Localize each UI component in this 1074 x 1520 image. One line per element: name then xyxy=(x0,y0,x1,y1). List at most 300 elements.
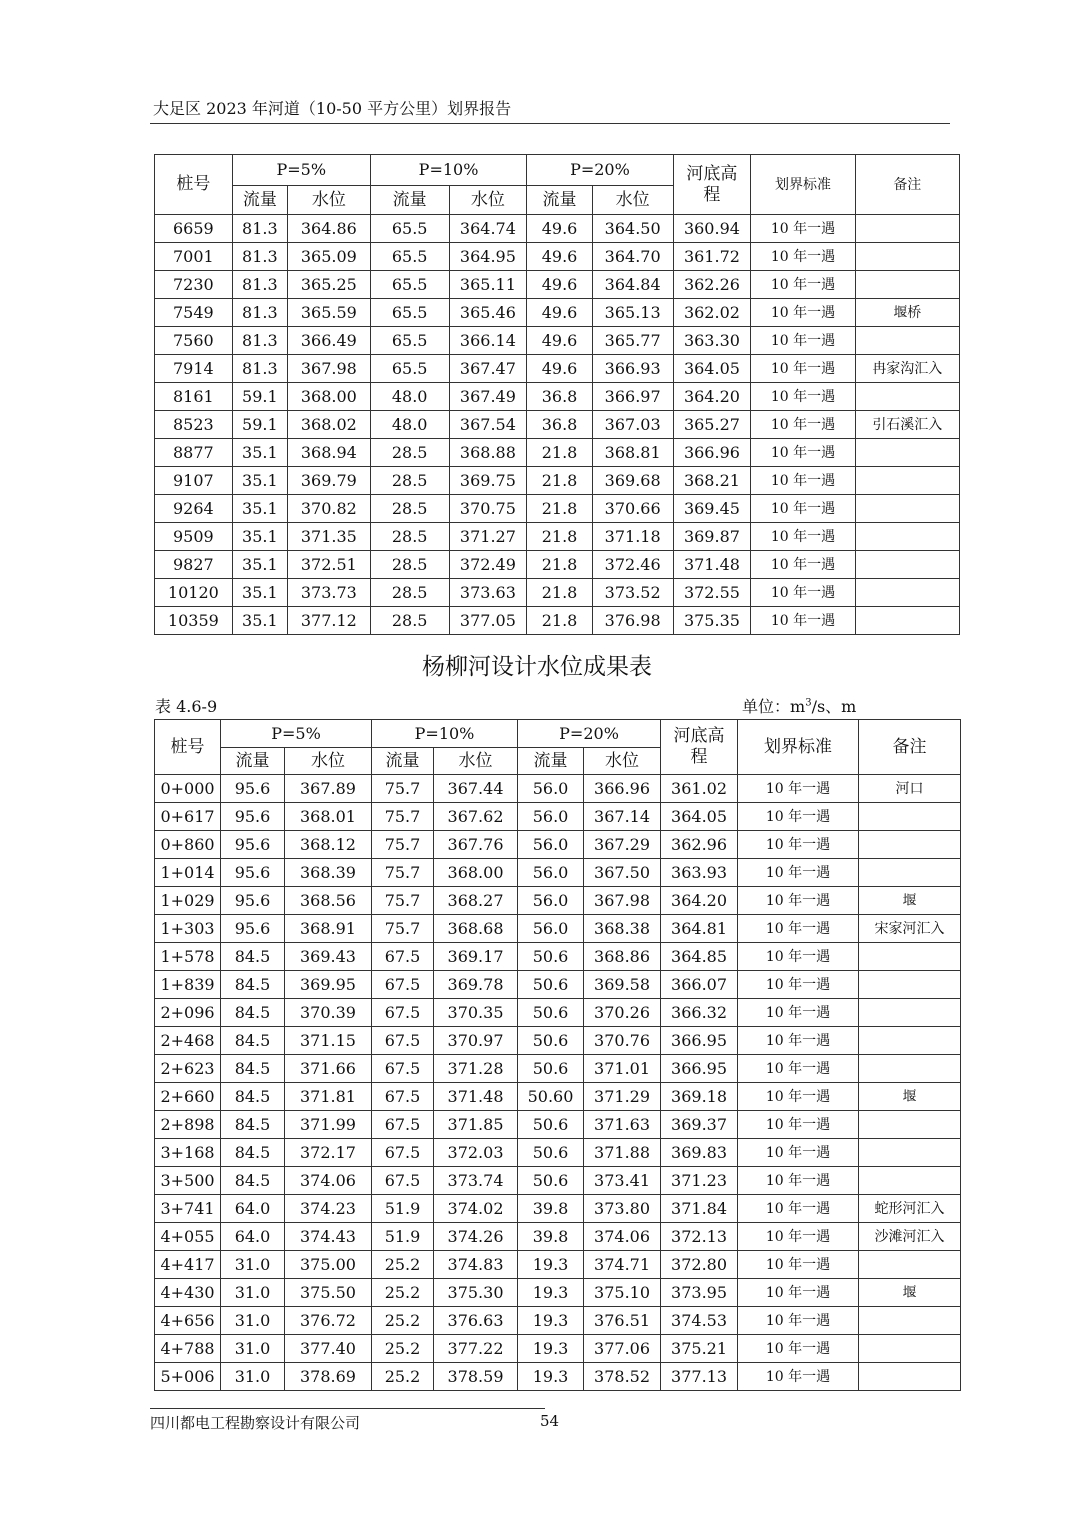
cell-remark xyxy=(859,1251,961,1279)
cell-p10-level: 376.63 xyxy=(434,1307,518,1335)
cell-station: 4+430 xyxy=(155,1279,221,1307)
cell-p10-level: 372.03 xyxy=(434,1139,518,1167)
cell-p10-level: 365.11 xyxy=(449,271,527,299)
cell-p5-flow: 59.1 xyxy=(232,411,287,439)
cell-p10-flow: 65.5 xyxy=(370,327,449,355)
cell-bed-elevation: 372.55 xyxy=(673,579,751,607)
cell-p5-level: 370.82 xyxy=(287,495,370,523)
cell-bed-elevation: 368.21 xyxy=(673,467,751,495)
cell-p5-flow: 35.1 xyxy=(232,551,287,579)
table-row xyxy=(155,327,960,355)
cell-p10-level: 371.48 xyxy=(434,1083,518,1111)
cell-p10-flow: 67.5 xyxy=(372,971,434,999)
cell-p10-flow: 75.7 xyxy=(372,831,434,859)
cell-p20-level: 374.06 xyxy=(584,1223,661,1251)
cell-p20-flow: 50.6 xyxy=(518,943,584,971)
cell-standard: 10 年一遇 xyxy=(751,299,855,327)
col-bed-line1: 河底高 xyxy=(673,726,725,746)
col-p10-level: 水位 xyxy=(434,748,518,775)
table-row xyxy=(155,411,960,439)
unit-label xyxy=(742,694,856,717)
cell-p10-level: 367.44 xyxy=(434,775,518,803)
cell-standard: 10 年一遇 xyxy=(738,775,859,803)
cell-p5-level: 368.01 xyxy=(285,803,372,831)
table-row xyxy=(155,943,961,971)
cell-p20-level: 365.13 xyxy=(592,299,673,327)
table-row xyxy=(155,243,960,271)
cell-standard: 10 年一遇 xyxy=(738,1251,859,1279)
cell-p10-level: 369.17 xyxy=(434,943,518,971)
table-row xyxy=(155,803,961,831)
cell-bed-elevation: 364.05 xyxy=(661,803,738,831)
cell-p5-flow: 95.6 xyxy=(221,915,285,943)
cell-p5-flow: 31.0 xyxy=(221,1251,285,1279)
cell-p10-level: 364.74 xyxy=(449,215,527,243)
cell-p20-level: 365.77 xyxy=(592,327,673,355)
cell-standard: 10 年一遇 xyxy=(738,803,859,831)
cell-bed-elevation: 364.20 xyxy=(661,887,738,915)
cell-p5-flow: 81.3 xyxy=(232,243,287,271)
cell-standard: 10 年一遇 xyxy=(738,887,859,915)
cell-p20-flow: 19.3 xyxy=(518,1335,584,1363)
cell-station: 1+303 xyxy=(155,915,221,943)
cell-bed-elevation: 366.96 xyxy=(673,439,751,467)
cell-p5-level: 374.23 xyxy=(285,1195,372,1223)
cell-p5-level: 370.39 xyxy=(285,999,372,1027)
table-row xyxy=(155,1195,961,1223)
cell-p10-flow: 25.2 xyxy=(372,1307,434,1335)
cell-p10-flow: 28.5 xyxy=(370,551,449,579)
table-row xyxy=(155,551,960,579)
cell-p10-level: 366.14 xyxy=(449,327,527,355)
table-row xyxy=(155,271,960,299)
cell-p5-flow: 84.5 xyxy=(221,1111,285,1139)
cell-p5-flow: 59.1 xyxy=(232,383,287,411)
cell-p20-level: 367.98 xyxy=(584,887,661,915)
cell-station: 2+468 xyxy=(155,1027,221,1055)
table-row xyxy=(155,999,961,1027)
cell-standard: 10 年一遇 xyxy=(738,999,859,1027)
cell-p20-flow: 39.8 xyxy=(518,1195,584,1223)
cell-p20-flow: 21.8 xyxy=(527,439,592,467)
cell-p10-level: 371.85 xyxy=(434,1111,518,1139)
cell-p5-level: 371.81 xyxy=(285,1083,372,1111)
cell-p10-flow: 28.5 xyxy=(370,467,449,495)
cell-p20-level: 367.03 xyxy=(592,411,673,439)
cell-p10-level: 370.75 xyxy=(449,495,527,523)
cell-p5-level: 375.50 xyxy=(285,1279,372,1307)
table-row xyxy=(155,1167,961,1195)
cell-station: 9107 xyxy=(155,467,233,495)
col-p5-level: 水位 xyxy=(287,186,370,215)
cell-bed-elevation: 366.95 xyxy=(661,1027,738,1055)
table-row xyxy=(155,1335,961,1363)
cell-p10-flow: 65.5 xyxy=(370,215,449,243)
cell-p5-level: 376.72 xyxy=(285,1307,372,1335)
cell-bed-elevation: 371.23 xyxy=(661,1167,738,1195)
cell-remark xyxy=(855,495,959,523)
cell-standard: 10 年一遇 xyxy=(738,1111,859,1139)
cell-p20-level: 368.38 xyxy=(584,915,661,943)
cell-standard: 10 年一遇 xyxy=(751,579,855,607)
cell-remark xyxy=(855,467,959,495)
table-caption: 杨柳河设计水位成果表 xyxy=(422,654,652,680)
cell-remark: 堰桥 xyxy=(855,299,959,327)
cell-remark xyxy=(859,859,961,887)
cell-p10-level: 368.68 xyxy=(434,915,518,943)
col-p20-level: 水位 xyxy=(584,748,661,775)
cell-bed-elevation: 366.32 xyxy=(661,999,738,1027)
cell-bed-elevation: 360.94 xyxy=(673,215,751,243)
cell-remark xyxy=(859,831,961,859)
col-p20-level: 水位 xyxy=(592,186,673,215)
cell-remark xyxy=(859,1363,961,1391)
cell-p20-flow: 56.0 xyxy=(518,859,584,887)
cell-p20-flow: 56.0 xyxy=(518,915,584,943)
cell-p10-flow: 65.5 xyxy=(370,355,449,383)
cell-p5-level: 374.06 xyxy=(285,1167,372,1195)
cell-station: 9827 xyxy=(155,551,233,579)
footer-company: 四川都电工程勘察设计有限公司 xyxy=(150,1414,361,1432)
cell-standard: 10 年一遇 xyxy=(738,1335,859,1363)
cell-p10-level: 368.27 xyxy=(434,887,518,915)
cell-p20-level: 370.66 xyxy=(592,495,673,523)
cell-standard: 10 年一遇 xyxy=(738,1223,859,1251)
cell-p10-flow: 25.2 xyxy=(372,1279,434,1307)
cell-p10-level: 374.26 xyxy=(434,1223,518,1251)
cell-p20-level: 373.80 xyxy=(584,1195,661,1223)
cell-p5-flow: 81.3 xyxy=(232,355,287,383)
col-station: 桩号 xyxy=(155,155,233,215)
cell-standard: 10 年一遇 xyxy=(738,1055,859,1083)
cell-p20-flow: 39.8 xyxy=(518,1223,584,1251)
cell-p5-flow: 35.1 xyxy=(232,607,287,635)
cell-p5-level: 366.49 xyxy=(287,327,370,355)
cell-station: 3+500 xyxy=(155,1167,221,1195)
table-row xyxy=(155,579,960,607)
cell-p20-level: 364.84 xyxy=(592,271,673,299)
cell-p20-level: 371.88 xyxy=(584,1139,661,1167)
col-p10-flow: 流量 xyxy=(372,748,434,775)
cell-station: 10359 xyxy=(155,607,233,635)
cell-p10-level: 374.02 xyxy=(434,1195,518,1223)
cell-p5-flow: 35.1 xyxy=(232,495,287,523)
cell-p5-flow: 95.6 xyxy=(221,859,285,887)
cell-p10-flow: 25.2 xyxy=(372,1335,434,1363)
cell-p5-level: 368.39 xyxy=(285,859,372,887)
cell-p5-flow: 35.1 xyxy=(232,579,287,607)
cell-p20-flow: 19.3 xyxy=(518,1279,584,1307)
cell-remark xyxy=(859,943,961,971)
cell-p10-flow: 28.5 xyxy=(370,523,449,551)
cell-p10-flow: 28.5 xyxy=(370,579,449,607)
cell-p5-flow: 31.0 xyxy=(221,1363,285,1391)
col-p20: P=20% xyxy=(527,155,673,186)
cell-station: 7230 xyxy=(155,271,233,299)
cell-bed-elevation: 373.95 xyxy=(661,1279,738,1307)
cell-remark: 冉家沟汇入 xyxy=(855,355,959,383)
cell-p10-flow: 48.0 xyxy=(370,411,449,439)
cell-p5-flow: 64.0 xyxy=(221,1195,285,1223)
col-p20: P=20% xyxy=(518,720,661,748)
cell-p10-flow: 67.5 xyxy=(372,999,434,1027)
table-row xyxy=(155,383,960,411)
cell-remark xyxy=(855,579,959,607)
cell-p10-flow: 25.2 xyxy=(372,1251,434,1279)
cell-p20-flow: 49.6 xyxy=(527,243,592,271)
cell-p10-level: 372.49 xyxy=(449,551,527,579)
table-row xyxy=(155,467,960,495)
cell-bed-elevation: 365.27 xyxy=(673,411,751,439)
cell-p20-flow: 49.6 xyxy=(527,327,592,355)
cell-station: 6659 xyxy=(155,215,233,243)
cell-p20-flow: 50.6 xyxy=(518,1111,584,1139)
cell-p20-flow: 49.6 xyxy=(527,299,592,327)
table-row xyxy=(155,1111,961,1139)
cell-station: 2+660 xyxy=(155,1083,221,1111)
cell-bed-elevation: 364.81 xyxy=(661,915,738,943)
cell-p10-level: 369.75 xyxy=(449,467,527,495)
cell-p20-level: 371.18 xyxy=(592,523,673,551)
cell-p5-level: 369.43 xyxy=(285,943,372,971)
cell-p10-flow: 67.5 xyxy=(372,1111,434,1139)
cell-remark xyxy=(855,607,959,635)
cell-station: 0+000 xyxy=(155,775,221,803)
cell-bed-elevation: 362.26 xyxy=(673,271,751,299)
cell-p5-flow: 84.5 xyxy=(221,999,285,1027)
cell-p20-level: 369.68 xyxy=(592,467,673,495)
table-row xyxy=(155,1223,961,1251)
cell-p10-flow: 67.5 xyxy=(372,1167,434,1195)
cell-bed-elevation: 372.80 xyxy=(661,1251,738,1279)
cell-standard: 10 年一遇 xyxy=(751,271,855,299)
cell-remark xyxy=(859,1027,961,1055)
cell-remark xyxy=(859,1055,961,1083)
cell-bed-elevation: 375.21 xyxy=(661,1335,738,1363)
cell-p10-flow: 25.2 xyxy=(372,1363,434,1391)
cell-p20-level: 366.96 xyxy=(584,775,661,803)
cell-p10-level: 378.59 xyxy=(434,1363,518,1391)
cell-p20-flow: 49.6 xyxy=(527,271,592,299)
col-bed-line2: 程 xyxy=(703,184,721,205)
cell-bed-elevation: 369.87 xyxy=(673,523,751,551)
cell-p20-level: 368.86 xyxy=(584,943,661,971)
cell-p10-level: 367.49 xyxy=(449,383,527,411)
cell-standard: 10 年一遇 xyxy=(738,1083,859,1111)
cell-p10-level: 377.05 xyxy=(449,607,527,635)
col-p5-level: 水位 xyxy=(285,748,372,775)
col-bed-elevation xyxy=(673,155,751,215)
cell-station: 7549 xyxy=(155,299,233,327)
cell-remark xyxy=(859,803,961,831)
cell-station: 2+096 xyxy=(155,999,221,1027)
table-row xyxy=(155,1139,961,1167)
cell-p20-level: 367.29 xyxy=(584,831,661,859)
cell-p20-flow: 50.6 xyxy=(518,1139,584,1167)
cell-p10-level: 370.35 xyxy=(434,999,518,1027)
cell-p10-level: 367.54 xyxy=(449,411,527,439)
cell-p20-level: 371.01 xyxy=(584,1055,661,1083)
table-row xyxy=(155,439,960,467)
cell-p20-flow: 21.8 xyxy=(527,495,592,523)
table-row xyxy=(155,1307,961,1335)
cell-p5-level: 372.17 xyxy=(285,1139,372,1167)
cell-p20-flow: 21.8 xyxy=(527,551,592,579)
cell-station: 4+788 xyxy=(155,1335,221,1363)
cell-p20-level: 367.14 xyxy=(584,803,661,831)
cell-p10-flow: 65.5 xyxy=(370,271,449,299)
cell-bed-elevation: 361.02 xyxy=(661,775,738,803)
cell-standard: 10 年一遇 xyxy=(751,495,855,523)
cell-p5-flow: 31.0 xyxy=(221,1307,285,1335)
table-number: 表 4.6-9 xyxy=(155,697,218,716)
cell-p10-flow: 51.9 xyxy=(372,1223,434,1251)
cell-p5-flow: 84.5 xyxy=(221,1055,285,1083)
cell-standard: 10 年一遇 xyxy=(751,327,855,355)
cell-p5-flow: 84.5 xyxy=(221,1083,285,1111)
cell-station: 3+741 xyxy=(155,1195,221,1223)
cell-remark xyxy=(859,971,961,999)
cell-bed-elevation: 377.13 xyxy=(661,1363,738,1391)
cell-p10-flow: 67.5 xyxy=(372,1083,434,1111)
cell-standard: 10 年一遇 xyxy=(738,1027,859,1055)
cell-bed-elevation: 372.13 xyxy=(661,1223,738,1251)
cell-p5-level: 368.00 xyxy=(287,383,370,411)
cell-standard: 10 年一遇 xyxy=(751,607,855,635)
cell-p10-flow: 75.7 xyxy=(372,915,434,943)
cell-p5-flow: 35.1 xyxy=(232,439,287,467)
cell-bed-elevation: 364.05 xyxy=(673,355,751,383)
cell-standard: 10 年一遇 xyxy=(751,243,855,271)
cell-p5-level: 375.00 xyxy=(285,1251,372,1279)
cell-remark xyxy=(859,1139,961,1167)
cell-remark xyxy=(855,439,959,467)
footer-rule xyxy=(150,1408,545,1409)
cell-p10-level: 371.28 xyxy=(434,1055,518,1083)
cell-p10-flow: 67.5 xyxy=(372,943,434,971)
table-row xyxy=(155,215,960,243)
cell-remark xyxy=(855,523,959,551)
cell-p20-flow: 50.6 xyxy=(518,971,584,999)
cell-station: 7914 xyxy=(155,355,233,383)
cell-p20-flow: 21.8 xyxy=(527,467,592,495)
cell-p20-flow: 50.6 xyxy=(518,1055,584,1083)
cell-remark xyxy=(859,1167,961,1195)
cell-p5-flow: 84.5 xyxy=(221,971,285,999)
cell-p20-flow: 50.6 xyxy=(518,1027,584,1055)
cell-remark xyxy=(859,1111,961,1139)
cell-p20-level: 377.06 xyxy=(584,1335,661,1363)
cell-bed-elevation: 363.30 xyxy=(673,327,751,355)
cell-station: 4+055 xyxy=(155,1223,221,1251)
cell-p5-level: 368.12 xyxy=(285,831,372,859)
cell-p5-flow: 84.5 xyxy=(221,1027,285,1055)
cell-p5-level: 368.91 xyxy=(285,915,372,943)
cell-p20-level: 369.58 xyxy=(584,971,661,999)
cell-p20-level: 371.29 xyxy=(584,1083,661,1111)
cell-station: 1+839 xyxy=(155,971,221,999)
table-row xyxy=(155,607,960,635)
cell-p10-flow: 67.5 xyxy=(372,1027,434,1055)
cell-p10-level: 367.47 xyxy=(449,355,527,383)
table-row xyxy=(155,299,960,327)
cell-p20-flow: 49.6 xyxy=(527,355,592,383)
cell-p5-flow: 95.6 xyxy=(221,887,285,915)
cell-standard: 10 年一遇 xyxy=(751,551,855,579)
cell-p10-level: 371.27 xyxy=(449,523,527,551)
cell-p20-level: 366.97 xyxy=(592,383,673,411)
col-bed-line2: 程 xyxy=(690,747,708,767)
table-row xyxy=(155,859,961,887)
cell-p5-level: 365.25 xyxy=(287,271,370,299)
cell-p20-level: 364.70 xyxy=(592,243,673,271)
table-row xyxy=(155,1027,961,1055)
col-p5-flow: 流量 xyxy=(232,186,287,215)
table-row xyxy=(155,831,961,859)
col-p10: P=10% xyxy=(370,155,527,186)
cell-p10-flow: 65.5 xyxy=(370,243,449,271)
cell-standard: 10 年一遇 xyxy=(738,1167,859,1195)
cell-p20-flow: 21.8 xyxy=(527,579,592,607)
cell-standard: 10 年一遇 xyxy=(738,1279,859,1307)
cell-p5-level: 368.94 xyxy=(287,439,370,467)
cell-p10-level: 367.76 xyxy=(434,831,518,859)
cell-p20-flow: 56.0 xyxy=(518,887,584,915)
cell-p20-level: 372.46 xyxy=(592,551,673,579)
cell-p20-flow: 21.8 xyxy=(527,523,592,551)
cell-p20-flow: 56.0 xyxy=(518,803,584,831)
unit-suffix: /s、m xyxy=(811,697,857,716)
cell-standard: 10 年一遇 xyxy=(751,467,855,495)
cell-p10-level: 377.22 xyxy=(434,1335,518,1363)
cell-p5-flow: 95.6 xyxy=(221,803,285,831)
cell-p10-flow: 75.7 xyxy=(372,887,434,915)
cell-remark xyxy=(859,1335,961,1363)
cell-p5-flow: 95.6 xyxy=(221,775,285,803)
col-p10: P=10% xyxy=(372,720,518,748)
cell-bed-elevation: 361.72 xyxy=(673,243,751,271)
cell-station: 9509 xyxy=(155,523,233,551)
cell-standard: 10 年一遇 xyxy=(738,1363,859,1391)
cell-standard: 10 年一遇 xyxy=(751,355,855,383)
cell-remark: 堰 xyxy=(859,1083,961,1111)
cell-p5-level: 371.35 xyxy=(287,523,370,551)
cell-standard: 10 年一遇 xyxy=(738,943,859,971)
cell-standard: 10 年一遇 xyxy=(751,439,855,467)
cell-station: 3+168 xyxy=(155,1139,221,1167)
cell-p5-flow: 84.5 xyxy=(221,943,285,971)
cell-p5-level: 378.69 xyxy=(285,1363,372,1391)
cell-p5-flow: 81.3 xyxy=(232,327,287,355)
cell-p20-level: 370.76 xyxy=(584,1027,661,1055)
table-row xyxy=(155,1279,961,1307)
cell-station: 2+623 xyxy=(155,1055,221,1083)
cell-p10-flow: 75.7 xyxy=(372,775,434,803)
page-number: 54 xyxy=(540,1412,560,1430)
cell-p20-level: 374.71 xyxy=(584,1251,661,1279)
col-standard: 划界标准 xyxy=(751,155,855,215)
cell-bed-elevation: 369.83 xyxy=(661,1139,738,1167)
cell-station: 8877 xyxy=(155,439,233,467)
cell-remark xyxy=(855,271,959,299)
cell-p5-flow: 81.3 xyxy=(232,271,287,299)
cell-remark: 堰 xyxy=(859,887,961,915)
col-p20-flow: 流量 xyxy=(518,748,584,775)
cell-standard: 10 年一遇 xyxy=(738,971,859,999)
report-header-title: 大足区 2023 年河道（10-50 平方公里）划界报告 xyxy=(153,99,512,118)
cell-standard: 10 年一遇 xyxy=(751,523,855,551)
cell-station: 8161 xyxy=(155,383,233,411)
